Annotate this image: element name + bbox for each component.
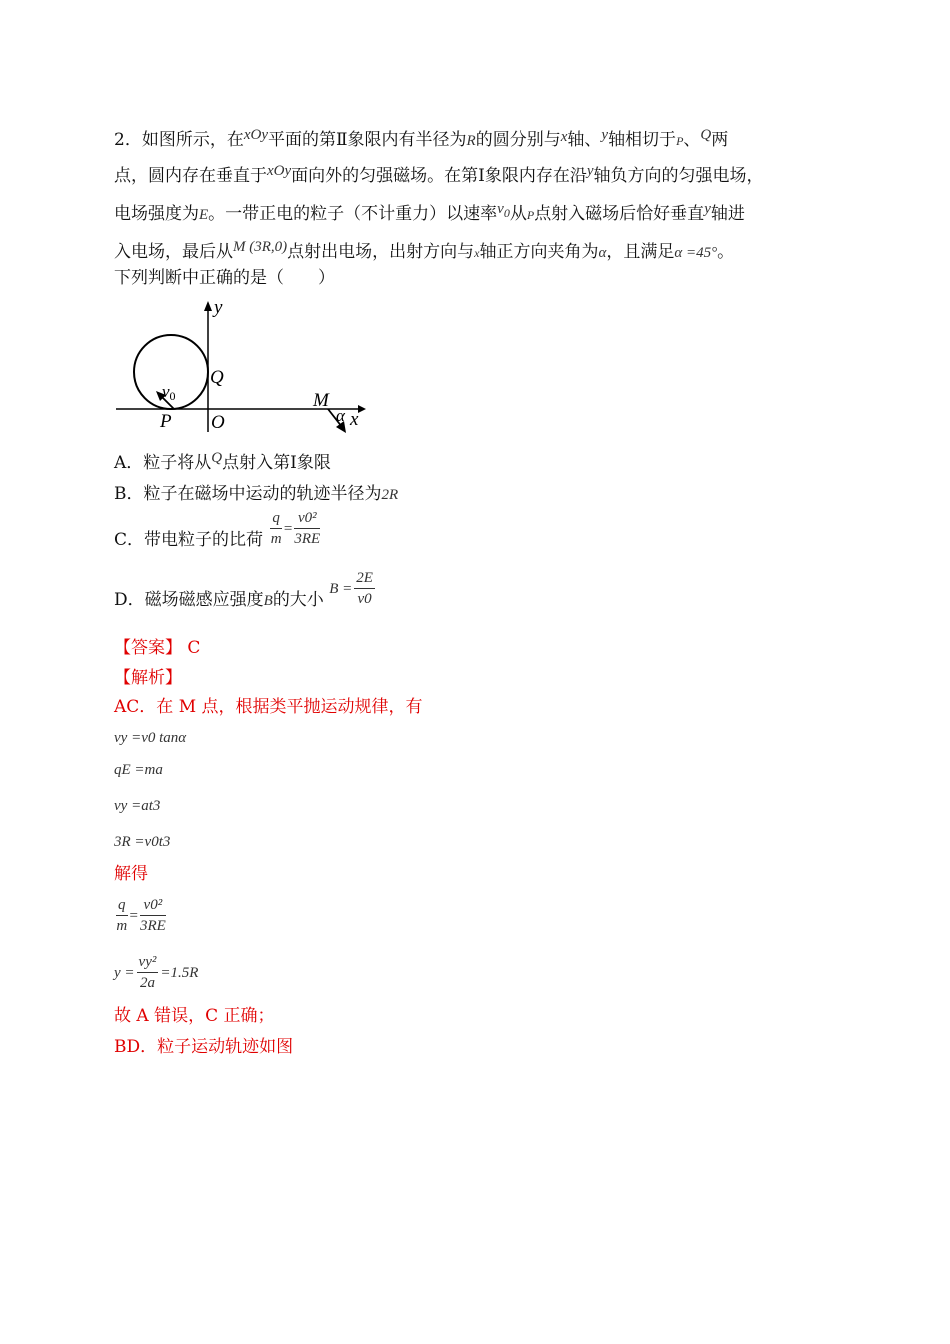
option-c-lhs: $\frac{q}{m}$ <box>270 510 282 547</box>
q-label: Q <box>210 367 224 388</box>
equation-2: qE =ma <box>114 762 163 778</box>
option-d-fraction: $\frac{2E}{v0}$ <box>356 570 373 607</box>
option-b: B．粒子在磁场中运动的轨迹半径为2R <box>114 484 399 504</box>
p-label: P <box>160 411 172 432</box>
figure-diagram <box>110 295 370 440</box>
y-label: y <box>214 297 223 318</box>
result-2: y = $\frac{\text{vy²}}{2a}$ =1.5R <box>114 954 199 991</box>
option-d: D．磁场磁感应强度B的大小 B = $\frac{2E}{v0}$ <box>114 570 373 610</box>
option-c: C．带电粒子的比荷 $\frac{q}{m}$ = $\frac{\text{v0²}}{3RE}$ <box>114 510 321 550</box>
result-1-lhs: $\frac{q}{m}$ <box>116 897 128 934</box>
x-label: x <box>350 409 359 430</box>
option-a: A．粒子将从Q点射入第Ⅰ象限 <box>114 450 331 473</box>
m-label: M <box>313 390 329 411</box>
equation-3: vy =at3 <box>114 798 161 814</box>
equation-4: 3R =v0t3 <box>114 834 171 850</box>
question-line-4: 入电场，最后从M (3R,0)点射出电场，出射方向与x轴正方向夹角为α，且满足α =45°。 <box>114 239 735 262</box>
x-axis-arrow <box>358 405 366 413</box>
analysis-ac-line: AC．在 M 点，根据类平抛运动规律，有 <box>114 697 423 717</box>
conclusion: 故 A 错误，C 正确； <box>114 1006 275 1026</box>
v0-label: v0 <box>162 382 176 403</box>
question-line-2: 点，圆内存在垂直于xOy面向外的匀强磁场。在第Ⅰ象限内存在沿y轴负方向的匀强电场， <box>114 163 764 186</box>
analysis-bd-line: BD．粒子运动轨迹如图 <box>114 1037 294 1057</box>
analysis-label: 【解析】 <box>114 668 182 688</box>
y-axis-arrow <box>204 301 212 311</box>
solve-label: 解得 <box>114 864 148 884</box>
question-line-3: 电场强度为E。一带正电的粒子（不计重力）以速率$v_0$从P点射入磁场后恰好垂直y轴进 <box>114 201 745 224</box>
result-2-fraction: $\frac{\text{vy²}}{2a}$ <box>138 954 157 991</box>
option-c-rhs: $\frac{\text{v0²}}{3RE}$ <box>294 510 321 547</box>
answer-label: 【答案】 C <box>114 638 201 658</box>
equation-1: vy =v0 tanα <box>114 730 187 746</box>
result-1: $\frac{q}{m}$ = $\frac{\text{v0²}}{3RE}$ <box>116 897 166 934</box>
question-line-5: 下列判断中正确的是（ ） <box>114 268 335 288</box>
result-1-rhs: $\frac{\text{v0²}}{3RE}$ <box>139 897 166 934</box>
question-line-1: 2．如图所示，在xOy平面的第Ⅱ象限内有半径为R的圆分别与x轴、y轴相切于P、Q两 <box>114 127 729 150</box>
alpha-label: α <box>336 406 345 425</box>
o-label: O <box>211 412 225 433</box>
